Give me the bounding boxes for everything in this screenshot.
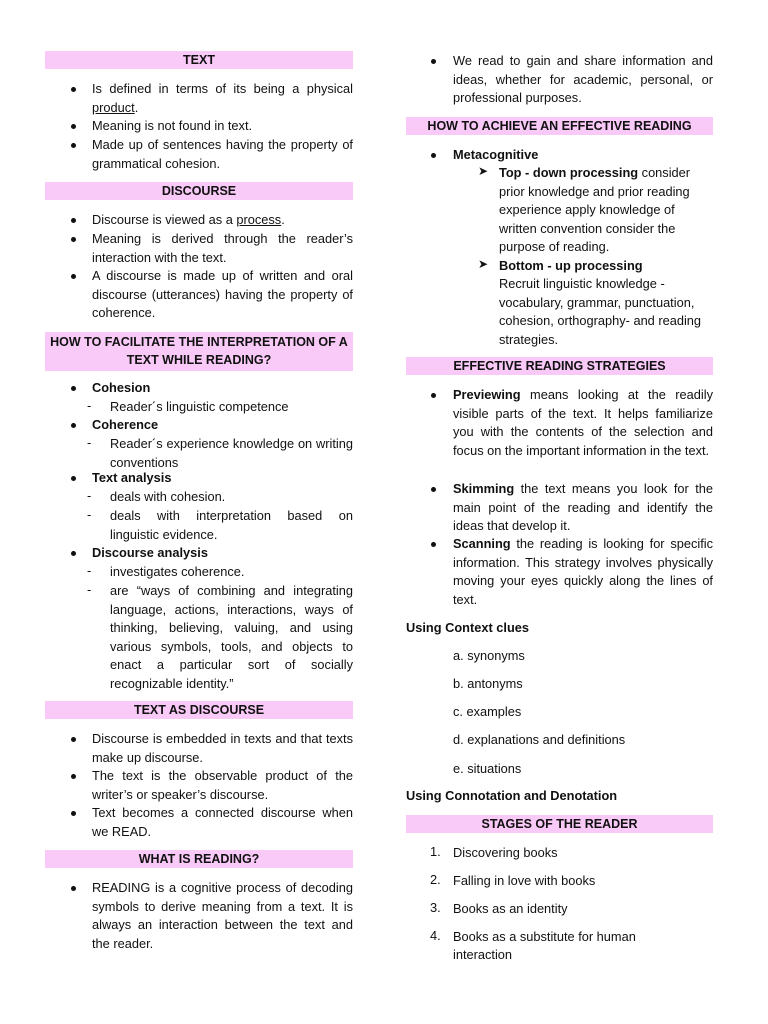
context-clue-item: a. synonyms [453, 648, 525, 663]
coherence-label: Coherence [92, 417, 159, 432]
cohesion-label: Cohesion [92, 380, 151, 395]
section-heading-stages: STAGES OF THE READER [406, 815, 713, 833]
bottom-up-text: Recruit linguistic knowledge - vocabulary, grammar, punctuation, cohesion, orthography- and reading strategies. [499, 276, 702, 347]
metacognitive-label: Metacognitive [453, 147, 539, 162]
previewing-item [406, 386, 713, 460]
top-down-text: consider prior knowledge and prior reading experience apply knowledge of written convention consider the purpose of reading. [499, 165, 691, 254]
top-down-title: Top - down processing [499, 165, 639, 180]
tad-bullet-2: The text is the observable product of the writer’s or speaker’s discourse. [92, 768, 353, 802]
section-heading-facilitate: HOW TO FACILITATE THE INTERPRETATION OF A TEXT WHILE READING? [45, 332, 353, 371]
discourse-bullet-2: Meaning is derived through the reader’s interaction with the text. [92, 231, 353, 265]
stage-item: Books as an identity [453, 901, 568, 916]
dash-icon: - [87, 398, 92, 413]
arrow-right-icon: ➤ [478, 164, 489, 178]
discourse-bullet-1-pre: Discourse is viewed as a [92, 212, 237, 227]
section-heading-discourse: DISCOURSE [45, 182, 353, 200]
discourse-analysis-sub-1: investigates coherence. [110, 564, 245, 579]
scanning-title: Scanning [453, 536, 511, 551]
stage-item: Falling in love with books [453, 873, 596, 888]
list-number: 2. [430, 872, 441, 887]
reading-bullet-1: READING is a cognitive process of decoding symbols to derive meaning from a text. It is always an interaction between the text and the reader. [92, 880, 353, 951]
stage-item: Books as a substitute for human interaction [453, 929, 636, 962]
text-analysis-label: Text analysis [92, 470, 172, 485]
stage-item: Discovering books [453, 845, 558, 860]
discourse-bullet-1 [45, 211, 353, 230]
text-bullet-1-underlined: product [92, 99, 135, 115]
dash-icon: - [87, 507, 92, 522]
connotation-heading: Using Connotation and Denotation [406, 788, 618, 803]
context-clue-item: d. explanations and definitions [453, 732, 626, 747]
intro-bullet: We read to gain and share information and ideas, whether for academic, personal, or professional purposes. [453, 53, 713, 105]
discourse-bullet-1-underlined: process [236, 212, 282, 227]
discourse-bullet-1-post: . [281, 212, 285, 227]
top-down-item [406, 164, 713, 257]
text-bullet-3: Made up of sentences having the property of grammatical cohesion. [92, 137, 353, 171]
context-clue-item: c. examples [453, 704, 522, 719]
previewing-text: means looking at the readily visible parts of the text. It helps familiarize you with the contents of the selection and focus on the important information in the text. [453, 387, 713, 458]
dash-icon: - [87, 582, 92, 597]
discourse-analysis-label: Discourse analysis [92, 545, 208, 560]
section-heading-effective-reading: HOW TO ACHIEVE AN EFFECTIVE READING [406, 117, 713, 135]
dash-icon: - [87, 435, 92, 450]
tad-bullet-1: Discourse is embedded in texts and that texts make up discourse. [92, 731, 353, 765]
discourse-analysis-sub-2: are “ways of combining and integrating language, actions, interactions, ways of thinking, believing, valuing, and using various symbols, tools, and objects to enact a particular sort of socially recognizable identity.” [110, 583, 353, 691]
list-number: 3. [430, 900, 441, 915]
coherence-sub: Reader´s experience knowledge on writing conventions [110, 436, 353, 470]
discourse-bullet-3: A discourse is made up of written and oral discourse (utterances) having the property of coherence. [92, 268, 353, 320]
text-bullet-1 [45, 80, 353, 117]
text-bullet-1-post: . [134, 99, 139, 115]
text-bullet-2: Meaning is not found in text. [92, 118, 253, 133]
text-bullet-1-pre: Is defined in terms of its being a physical [92, 81, 353, 96]
tad-bullet-3: Text becomes a connected discourse when we READ. [92, 805, 353, 839]
section-heading-strategies: EFFECTIVE READING STRATEGIES [406, 357, 713, 375]
list-number: 1. [430, 844, 441, 859]
scanning-item [406, 535, 713, 609]
dash-icon: - [87, 488, 92, 503]
skimming-item [406, 480, 713, 536]
cohesion-sub: Reader´s linguistic competence [110, 399, 289, 414]
bottom-up-title: Bottom - up processing [499, 258, 643, 273]
text-analysis-sub-1: deals with cohesion. [110, 489, 226, 504]
section-heading-text: TEXT [45, 51, 353, 69]
section-heading-what-is-reading: WHAT IS READING? [45, 850, 353, 868]
context-clue-item: e. situations [453, 761, 522, 776]
arrow-right-icon: ➤ [478, 257, 489, 271]
dash-icon: - [87, 563, 92, 578]
skimming-text: the text means you look for the main point of the reading and identify the ideas that develop it. [453, 481, 713, 533]
context-clues-heading: Using Context clues [406, 620, 530, 635]
previewing-title: Previewing [453, 387, 521, 402]
scanning-text: the reading is looking for specific information. This strategy involves physically moving your eyes quickly along the lines of text. [453, 536, 713, 607]
text-analysis-sub-2: deals with interpretation based on linguistic evidence. [110, 508, 353, 542]
list-number: 4. [430, 928, 441, 943]
context-clue-item: b. antonyms [453, 676, 523, 691]
section-heading-text-as-discourse: TEXT AS DISCOURSE [45, 701, 353, 719]
skimming-title: Skimming [453, 481, 515, 496]
